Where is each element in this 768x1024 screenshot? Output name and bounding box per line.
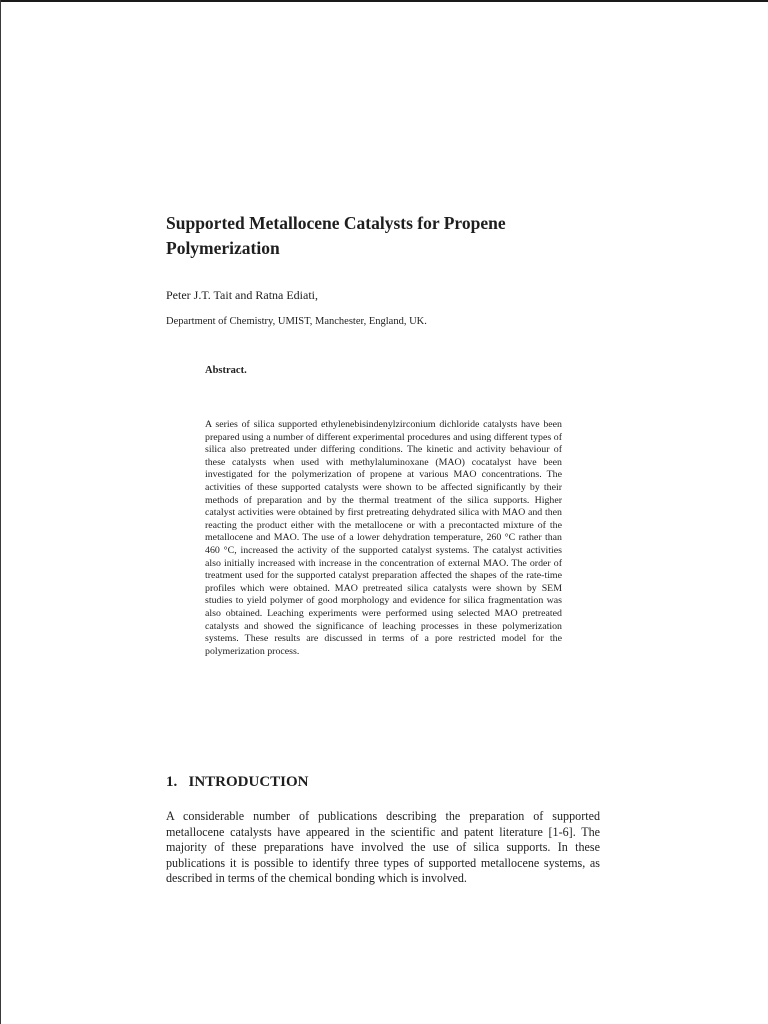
abstract-heading: Abstract.: [205, 365, 247, 376]
paper-affiliation: Department of Chemistry, UMIST, Manchester, England, UK.: [166, 316, 427, 327]
paper-authors: Peter J.T. Tait and Ratna Ediati,: [166, 288, 319, 302]
introduction-paragraph: A considerable number of publications describing the preparation of supported metallocene catalysts have appeared in the scientific and patent literature [1-6]. The majority of these preparations have involved the use of silica supports. In these publications it is possible to identify three types of supported metallocene systems, as described in terms of the chemical bonding which is involved.: [166, 809, 600, 886]
paper-title: Supported Metallocene Catalysts for Propene Polymerization: [166, 213, 506, 258]
introduction-heading: 1. INTRODUCTION: [166, 774, 309, 790]
scan-left-border: [0, 0, 1, 1024]
abstract-text: A series of silica supported ethylenebisindenylzirconium dichloride catalysts have been prepared using a number of different experimental procedures and using different types of silica also pretreated under differing conditions. The kinetic and activity behaviour of these catalysts when used with methylaluminoxane (MAO) cocatalyst have been investigated for the polymerization of propene at various MAO concentrations. The activities of these supported catalysts were shown to be affected significantly by their methods of preparation and by the thermal treatment of the silica supports. Higher catalyst activities were obtained by first pretreating dehydrated silica with MAO and then reacting the product either with the metallocene or with a precontacted mixture of the metallocene and MAO. The use of a lower dehydration temperature, 260 °C rather than 460 °C, increased the activity of the supported catalyst systems. The catalyst activities also initially increased with increase in the concentration of external MAO. The order of treatment used for the supported catalyst preparation affected the shapes of the rate-time profiles which were obtained. MAO pretreated silica catalysts were shown by SEM studies to yield polymer of good morphology and evidence for silica fragmentation was also obtained. Leaching experiments were performed using selected MAO pretreated catalysts and showed the significance of leaching processes in these polymerization systems. These results are discussed in terms of a pore restricted model for the polymerization process.: [205, 419, 562, 657]
scan-top-border: [0, 0, 768, 2]
